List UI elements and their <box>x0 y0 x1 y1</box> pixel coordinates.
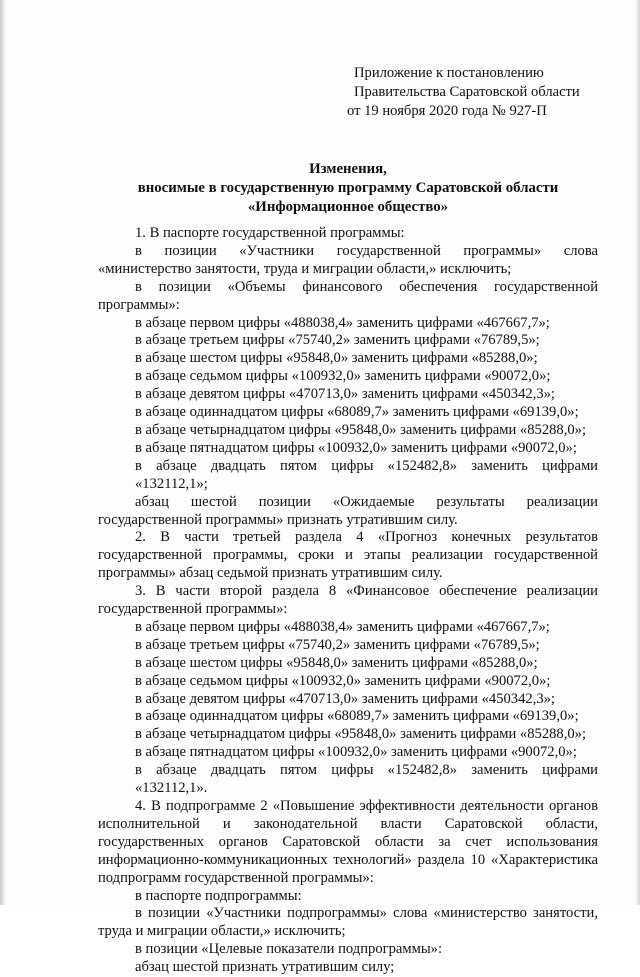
paragraph: в абзаце двадцать пятом цифры «152482,8» заменить цифрами «132112,1». <box>135 762 598 797</box>
document-body <box>98 225 598 977</box>
paragraph: в паспорте подпрограммы: <box>135 887 302 904</box>
paragraph: в абзаце четырнадцатом цифры «95848,0» заменить цифрами «85288,0»; <box>135 726 587 743</box>
paragraph: в позиции «Целевые показатели подпрограммы»: <box>135 941 443 958</box>
paragraph: абзац шестой позиции «Ожидаемые результаты реализации государственной программы» признать утратившим силу. <box>98 493 598 528</box>
paragraph: в абзаце шестом цифры «95848,0» заменить цифрами «85288,0»; <box>135 350 538 367</box>
document-title <box>98 160 598 217</box>
paragraph: в абзаце одиннадцатом цифры «68089,7» заменить цифрами «69139,0»; <box>135 404 579 421</box>
paragraph: в абзаце одиннадцатом цифры «68089,7» заменить цифрами «69139,0»; <box>135 708 579 725</box>
scan-edge-left <box>0 0 5 905</box>
paragraph: в абзаце первом цифры «488038,4» заменить цифрами «467667,7»; <box>135 618 550 635</box>
title-line-3: «Информационное общество» <box>247 199 449 215</box>
appendix-line-2: Правительства Саратовской области <box>354 84 580 100</box>
paragraph: абзац шестой признать утратившим силу; <box>135 959 395 976</box>
paragraph: в абзаце четырнадцатом цифры «95848,0» заменить цифрами «85288,0»; <box>135 421 587 438</box>
paragraph: в абзаце третьем цифры «75740,2» заменить цифрами «76789,5»; <box>135 636 540 653</box>
paragraph: в абзаце седьмом цифры «100932,0» заменить цифрами «90072,0»; <box>135 672 551 689</box>
paragraph: в абзаце седьмом цифры «100932,0» заменить цифрами «90072,0»; <box>135 368 551 385</box>
title-line-2: вносимые в государственную программу Саратовской области <box>137 180 559 196</box>
paragraph: в абзаце пятнадцатом цифры «100932,0» заменить цифрами «90072,0»; <box>135 744 577 761</box>
paragraph: в позиции «Участники подпрограммы» слова «министерство занятости, труда и миграции области,» исключить; <box>98 905 598 940</box>
paragraph: в абзаце первом цифры «488038,4» заменить цифрами «467667,7»; <box>135 314 550 331</box>
paragraph: в абзаце девятом цифры «470713,0» заменить цифрами «450342,3»; <box>135 386 555 403</box>
paragraph: в позиции «Участники государственной программы» слова «министерство занятости, труда и миграции области,» исключить; <box>98 242 598 277</box>
scan-edge-right <box>636 0 640 905</box>
paragraph: 2. В части третьей раздела 4 «Прогноз конечных результатов государственной программы, сроки и этапы реализации государственной программы» абзац седьмой признать утратившим силу. <box>98 529 598 582</box>
appendix-line-3: от 19 ноября 2020 года № 927-П <box>347 103 547 119</box>
appendix-line-1: Приложение к постановлению <box>354 65 544 81</box>
paragraph: 1. В паспорте государственной программы: <box>135 225 405 241</box>
paragraph: в абзаце двадцать пятом цифры «152482,8» заменить цифрами «132112,1»; <box>135 457 598 492</box>
paragraph: в абзаце пятнадцатом цифры «100932,0» заменить цифрами «90072,0»; <box>135 439 577 456</box>
paragraph: 3. В части второй раздела 8 «Финансовое обеспечение реализации государственной программы»: <box>98 583 598 618</box>
paragraph: 4. В подпрограмме 2 «Повышение эффективности деятельности органов исполнительной и законодательной власти Саратовской области, государственных органов Саратовской области за счет использования информационно-коммуникационных технологий» раздела 10 «Характеристика подпрограмм государственной программы»: <box>98 798 598 886</box>
title-line-1: Изменения, <box>309 161 387 177</box>
paragraph: в абзаце шестом цифры «95848,0» заменить цифрами «85288,0»; <box>135 654 538 671</box>
appendix-header <box>347 64 607 121</box>
paragraph: в абзаце девятом цифры «470713,0» заменить цифрами «450342,3»; <box>135 690 555 707</box>
paragraph: в позиции «Объемы финансового обеспечения государственной программы»: <box>98 278 598 313</box>
paragraph: в абзаце третьем цифры «75740,2» заменить цифрами «76789,5»; <box>135 332 540 349</box>
